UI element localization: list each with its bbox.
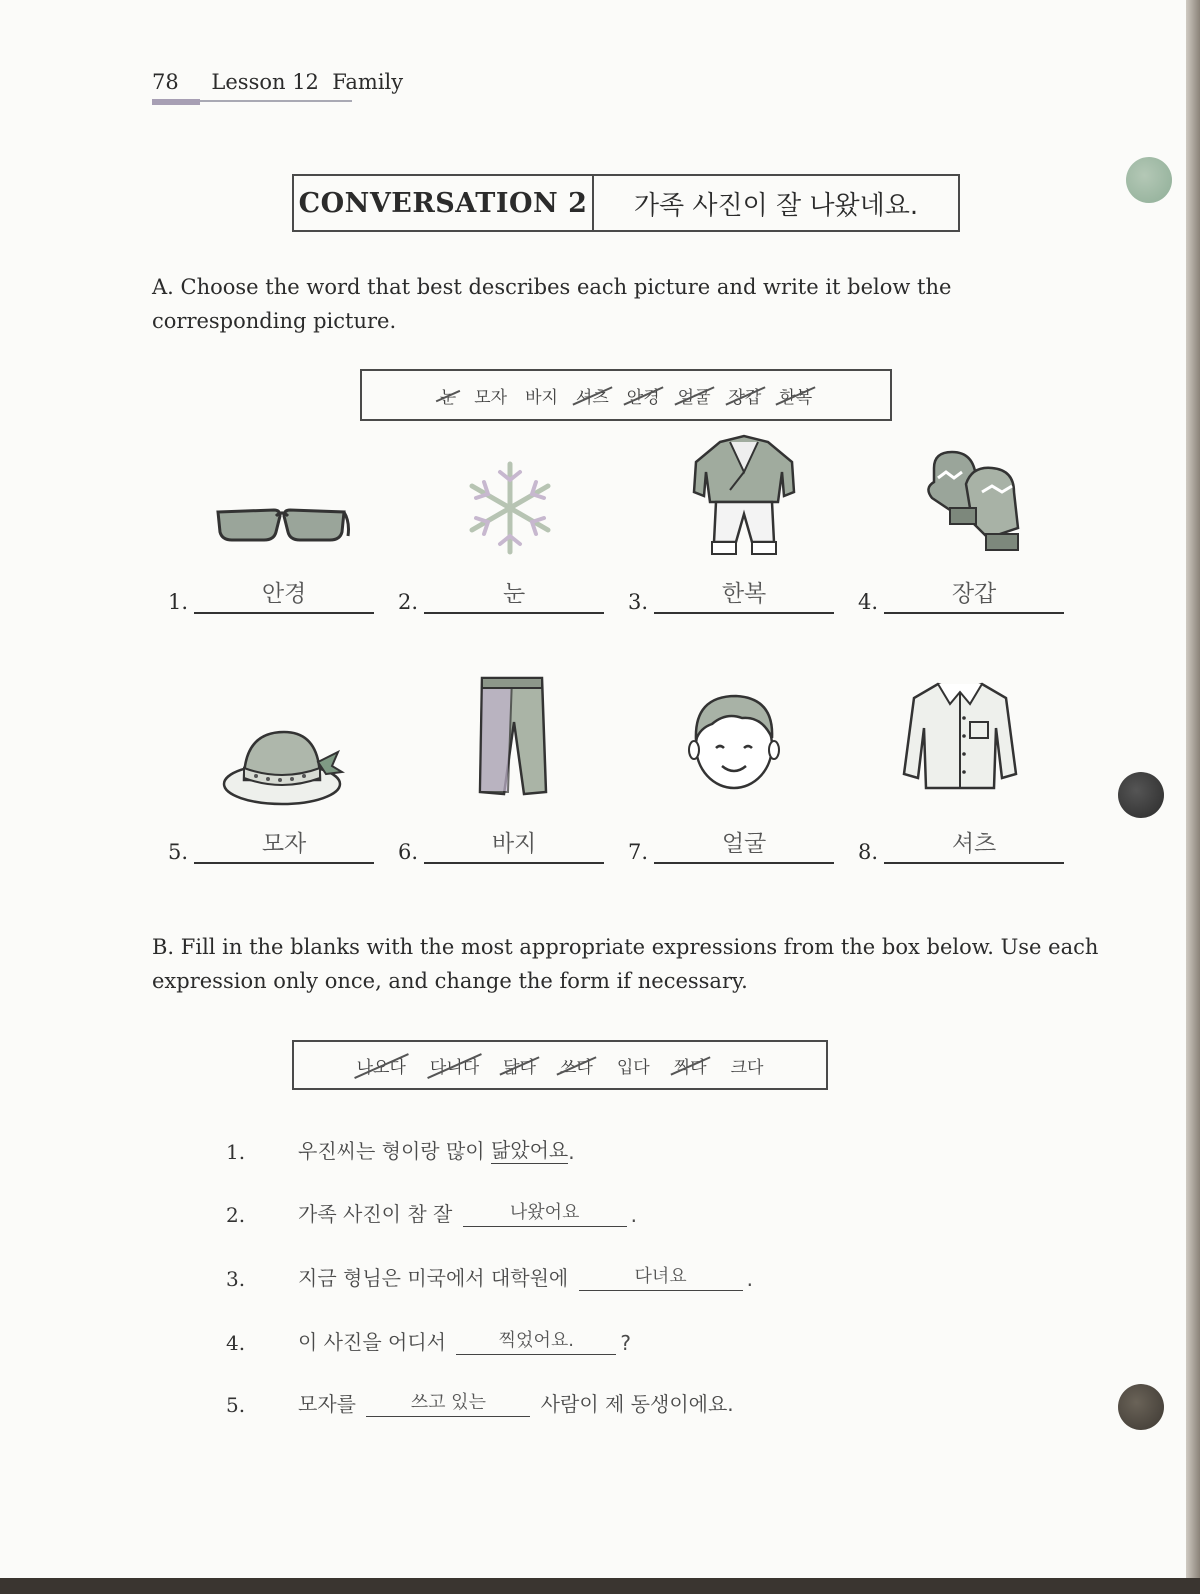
answer-blank[interactable] (194, 582, 374, 614)
conversation-title-box (292, 174, 960, 232)
picture-answer-5 (168, 832, 374, 864)
sentence-text: 가족 사진이 참 잘 (298, 1202, 459, 1226)
word-box-item: 쓰다 (559, 1053, 594, 1078)
answer-blank[interactable] (884, 832, 1064, 864)
sentence-text: ? (620, 1331, 631, 1355)
picture-answer-2 (398, 582, 604, 614)
word-box-item: 크다 (730, 1057, 764, 1078)
picture-answer-7 (628, 832, 834, 864)
handwritten-answer: 눈 (502, 581, 526, 607)
word-box-item: 나오다 (356, 1053, 407, 1078)
word-box-item: 모자 (474, 387, 508, 408)
sentence-number: 4. (226, 1331, 246, 1355)
section-a-word-box (360, 369, 892, 421)
answer-blank[interactable]: 다녀요 (579, 1262, 743, 1291)
item-number: 5. (168, 840, 189, 864)
section-b-instruction: B. Fill in the blanks with the most appropriate expressions from the box below. Use each expression only once, and change the form if necessary. (152, 935, 1099, 993)
sentence-number: 3. (226, 1267, 246, 1291)
sentence-text: 모자를 (298, 1392, 363, 1416)
handwritten-answer: 셔츠 (951, 831, 997, 857)
sentence-5 (226, 1388, 734, 1417)
sentence-text: 지금 형님은 미국에서 대학원에 (298, 1266, 575, 1290)
sentence-answer[interactable]: 닮았어요 (491, 1134, 568, 1164)
page-header (152, 70, 403, 94)
answer-blank[interactable] (654, 582, 834, 614)
answer-blank[interactable] (194, 832, 374, 864)
sentence-text: . (746, 1267, 753, 1291)
conversation-label: CONVERSATION 2 (294, 176, 594, 230)
handwritten-answer: 장갑 (951, 581, 997, 607)
answer-blank[interactable]: 나왔어요 (463, 1198, 627, 1227)
item-number: 3. (628, 590, 649, 614)
sentence-2 (226, 1198, 637, 1227)
sentence-text: 이 사진을 어디서 (298, 1330, 453, 1354)
sentence-3 (226, 1262, 753, 1291)
handwritten-answer: 안경 (261, 581, 307, 607)
word-box-item: 바지 (525, 387, 558, 408)
picture-answer-3 (628, 582, 834, 614)
answer-blank[interactable] (654, 832, 834, 864)
binder-hole (1126, 157, 1172, 203)
background-surface (0, 1578, 1200, 1594)
word-box-item: 얼굴 (677, 383, 712, 408)
snowflake-icon (462, 458, 558, 558)
answer-blank[interactable] (884, 582, 1064, 614)
picture-answer-8 (858, 832, 1064, 864)
binder-hole (1118, 1384, 1164, 1430)
lesson-title: Lesson 12 Family (211, 70, 404, 94)
sentence-text: . (568, 1140, 575, 1164)
sentence-4 (226, 1326, 631, 1355)
handwritten-answer: 얼굴 (721, 831, 767, 857)
item-number: 2. (398, 590, 419, 614)
answer-blank[interactable]: 쓰고 있는 (366, 1388, 530, 1417)
pants-icon (472, 672, 552, 800)
page-edge-shadow (1186, 0, 1200, 1594)
page-number: 78 (152, 70, 179, 94)
face-icon (686, 690, 782, 792)
answer-blank[interactable]: 찍었어요. (456, 1326, 616, 1355)
word-box-item: 다니다 (429, 1053, 480, 1078)
handwritten-answer: 바지 (491, 831, 537, 857)
section-b-word-box (292, 1040, 828, 1090)
answer-blank[interactable] (424, 582, 604, 614)
word-box-item: 셔츠 (575, 383, 610, 408)
binder-hole (1118, 772, 1164, 818)
shirt-icon (898, 678, 1022, 796)
section-a-instruction: A. Choose the word that best describes each picture and write it below the corresponding picture. (152, 275, 952, 333)
word-box-item: 눈 (439, 383, 457, 408)
hanbok-icon (690, 432, 798, 564)
handwritten-answer: 한복 (721, 581, 767, 607)
item-number: 8. (858, 840, 879, 864)
item-number: 6. (398, 840, 419, 864)
sentence-1 (226, 1134, 575, 1164)
header-accent-bar (152, 99, 200, 105)
item-number: 7. (628, 840, 649, 864)
handwritten-answer: 모자 (261, 831, 307, 857)
word-box-item: 장갑 (728, 383, 763, 408)
picture-answer-1 (168, 582, 374, 614)
word-box-item: 한복 (778, 383, 813, 408)
item-number: 4. (858, 590, 879, 614)
word-box-item: 찍다 (673, 1053, 708, 1078)
word-box-item: 안경 (626, 383, 661, 408)
sentence-number: 1. (226, 1140, 246, 1164)
picture-answer-6 (398, 832, 604, 864)
sentence-text: 사람이 제 동생이에요. (534, 1392, 734, 1416)
sentence-text: 우진씨는 형이랑 많이 (298, 1139, 491, 1163)
hat-icon (222, 722, 346, 810)
sentence-number: 5. (226, 1393, 246, 1417)
conversation-title: 가족 사진이 잘 나왔네요. (633, 190, 919, 221)
glasses-icon (214, 496, 350, 552)
answer-blank[interactable] (424, 832, 604, 864)
word-box-item: 닮다 (502, 1053, 537, 1078)
sentence-number: 2. (226, 1203, 246, 1227)
mittens-icon (922, 448, 1028, 558)
picture-answer-4 (858, 582, 1064, 614)
word-box-item: 입다 (616, 1057, 650, 1078)
sentence-text: . (630, 1203, 638, 1227)
item-number: 1. (168, 590, 189, 614)
